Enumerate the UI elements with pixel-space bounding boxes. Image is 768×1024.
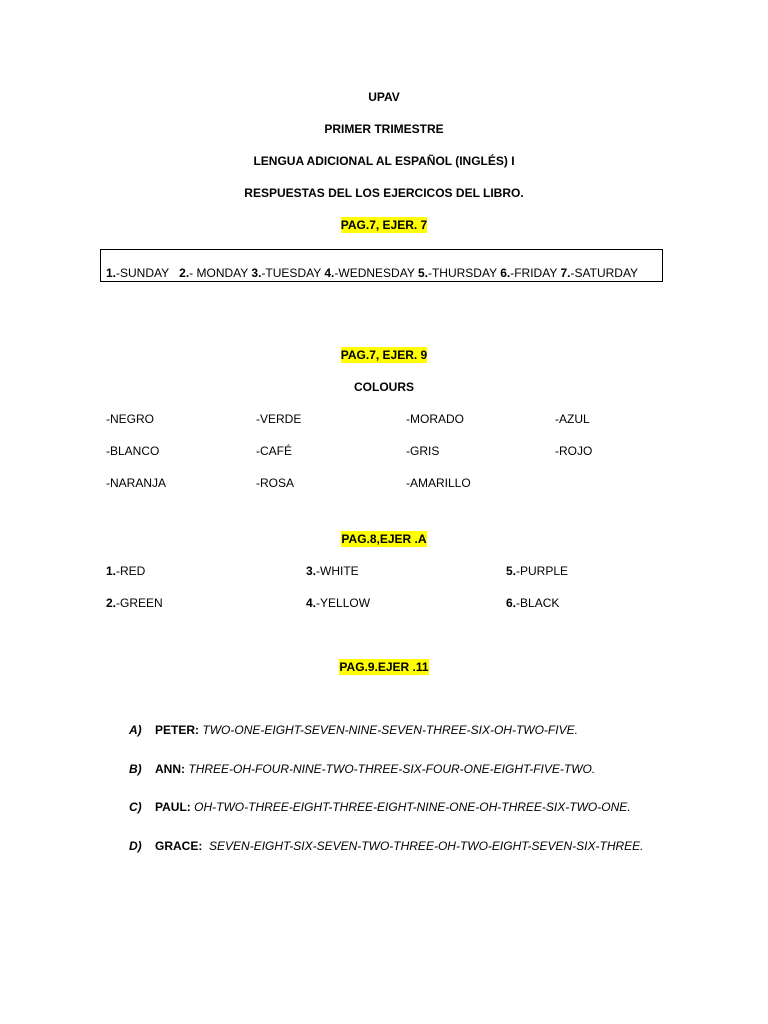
- answer-text: -WHITE: [316, 564, 359, 578]
- section2-heading: PAG.7, EJER. 9: [340, 348, 428, 362]
- colour-word: -ROSA: [256, 476, 295, 490]
- colour-word: -ROJO: [555, 444, 593, 458]
- days-answer-box: [100, 249, 663, 282]
- phone-number: SEVEN-EIGHT-SIX-SEVEN-TWO-THREE-OH-TWO-EIGHT-SEVEN-SIX-THREE.: [209, 839, 644, 853]
- answer-num: 5.: [506, 564, 517, 578]
- answer-item: [306, 564, 359, 578]
- colour-word: -BLANCO: [106, 444, 160, 458]
- answer-text: -YELLOW: [316, 596, 371, 610]
- phone-number: THREE-OH-FOUR-NINE-TWO-THREE-SIX-FOUR-ONE-EIGHT-FIVE-TWO.: [188, 762, 596, 776]
- colour-word: -NARANJA: [106, 476, 167, 490]
- day-6-num: 6.: [500, 266, 511, 280]
- day-1-text: -SUNDAY: [116, 266, 170, 280]
- day-4-num: 4.: [324, 266, 335, 280]
- person-name: GRACE:: [155, 839, 203, 853]
- day-3-text: -TUESDAY: [261, 266, 322, 280]
- answer-item: [306, 596, 370, 610]
- days-line: [106, 266, 638, 280]
- day-7-text: -SATURDAY: [570, 266, 639, 280]
- person-name: ANN:: [155, 762, 186, 776]
- answer-text: -GREEN: [116, 596, 163, 610]
- day-2-text: - MONDAY: [189, 266, 249, 280]
- answer-text: -RED: [116, 564, 146, 578]
- section3-heading-wrap: [0, 532, 768, 546]
- item-letter: B): [129, 762, 142, 776]
- day-5-num: 5.: [417, 266, 428, 280]
- title-respuestas: RESPUESTAS DEL LOS EJERCICOS DEL LIBRO.: [244, 186, 524, 200]
- phone-answer-b: [129, 762, 595, 776]
- section1-heading: PAG.7, EJER. 7: [340, 218, 428, 232]
- day-5-text: -THURSDAY: [427, 266, 497, 280]
- day-6-text: -FRIDAY: [510, 266, 558, 280]
- day-4-text: -WEDNESDAY: [334, 266, 415, 280]
- section3-heading: PAG.8,EJER .A: [341, 532, 427, 546]
- answer-text: -BLACK: [516, 596, 560, 610]
- section4-heading: PAG.9.EJER .11: [339, 660, 429, 674]
- item-letter: D): [129, 839, 142, 853]
- section4-heading-wrap: [0, 660, 768, 674]
- colour-word: -GRIS: [406, 444, 440, 458]
- phone-number: OH-TWO-THREE-EIGHT-THREE-EIGHT-NINE-ONE-OH-THREE-SIX-TWO-ONE.: [194, 800, 631, 814]
- phone-number: TWO-ONE-EIGHT-SEVEN-NINE-SEVEN-THREE-SIX-OH-TWO-FIVE.: [202, 723, 578, 737]
- title-lengua-adicional: LENGUA ADICIONAL AL ESPAÑOL (INGLÉS) I: [253, 154, 515, 168]
- answer-num: 1.: [106, 564, 117, 578]
- phone-answer-c: [129, 800, 631, 814]
- colour-word: -NEGRO: [106, 412, 154, 426]
- person-name: PAUL:: [155, 800, 191, 814]
- day-3-num: 3.: [251, 266, 262, 280]
- item-letter: C): [129, 800, 142, 814]
- day-2-num: 2.: [179, 266, 190, 280]
- phone-answer-a: [129, 723, 578, 737]
- item-letter: A): [129, 723, 142, 737]
- answer-text: -PURPLE: [516, 564, 569, 578]
- colours-subtitle: COLOURS: [354, 380, 414, 394]
- answer-num: 4.: [306, 596, 317, 610]
- colour-word: -MORADO: [406, 412, 464, 426]
- day-1-num: 1.: [106, 266, 117, 280]
- section1-heading-wrap: [0, 218, 768, 232]
- answer-item: [106, 564, 145, 578]
- answer-item: [506, 564, 568, 578]
- title-upav: UPAV: [368, 90, 400, 104]
- colour-word: -AMARILLO: [406, 476, 471, 490]
- section2-heading-wrap: [0, 348, 768, 362]
- phone-answer-d: [129, 839, 644, 853]
- answer-num: 2.: [106, 596, 117, 610]
- colour-word: -AZUL: [555, 412, 590, 426]
- title-primer-trimestre: PRIMER TRIMESTRE: [324, 122, 444, 136]
- answer-item: [506, 596, 559, 610]
- answer-num: 6.: [506, 596, 517, 610]
- answer-item: [106, 596, 163, 610]
- person-name: PETER:: [155, 723, 200, 737]
- colour-word: -VERDE: [256, 412, 302, 426]
- colour-word: -CAFÉ: [256, 444, 292, 458]
- day-7-num: 7.: [560, 266, 571, 280]
- answer-num: 3.: [306, 564, 317, 578]
